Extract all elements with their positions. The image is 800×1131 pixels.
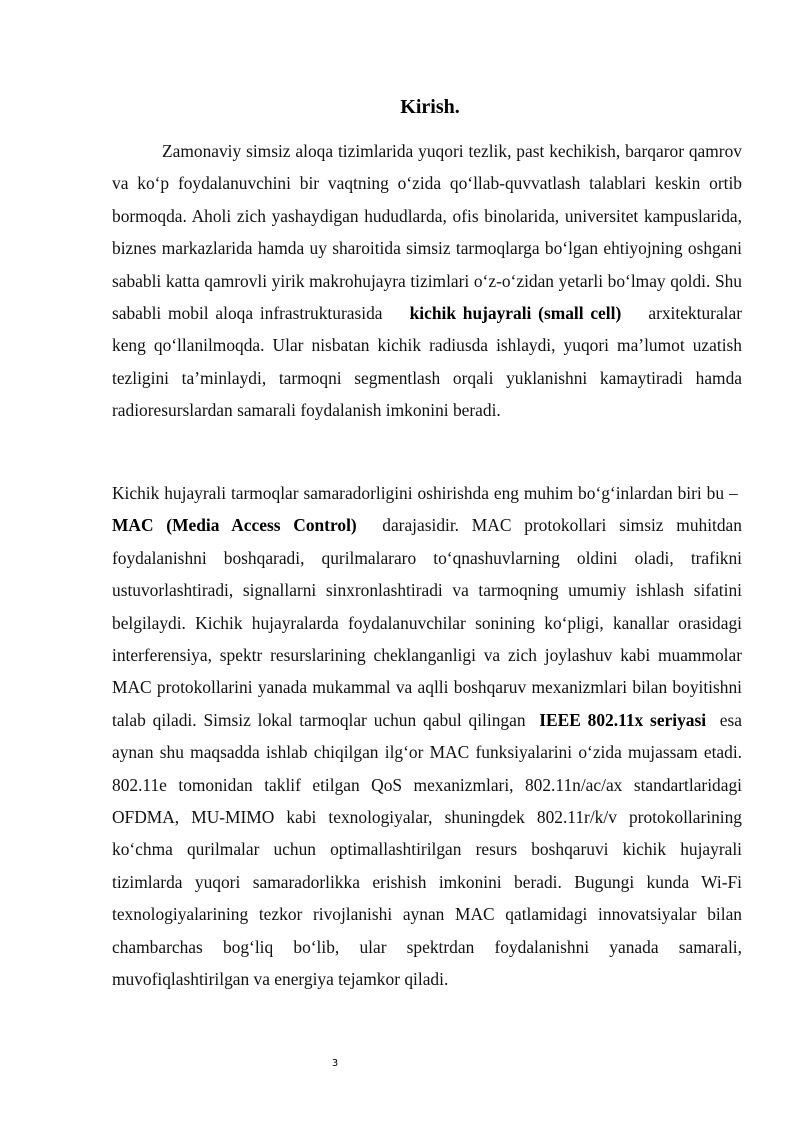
page-number: 3 <box>331 1058 339 1069</box>
mac-paragraph <box>112 477 742 996</box>
intro-paragraph <box>112 135 742 427</box>
page-title: Kirish. <box>400 96 460 118</box>
paragraph-text: Kichik hujayrali tarmoqlar samaradorligini oshirishda eng muhim bo‘g‘inlardan biri bu – <box>112 483 738 503</box>
paragraph-text: Zamonaviy simsiz aloqa tizimlarida yuqori tezlik, past kechikish, barqaror qamrov va ko‘p foydalanuvchini bir vaqtning o‘zida qo‘llab-quvvatlash talablari keskin ortib bormoqda. Aholi zich yashaydigan hududlarda, ofis binolarida, universitet kampuslarida, biznes markazlarida hamda uy sharoitida simsiz tarmoqlarga bo‘lgan ehtiyojning oshgani sababli katta qamrovli yirik makrohujayra tizimlari o‘z-o‘zidan yetarli bo‘lmay qoldi. Shu sababli mobil aloqa infrastrukturasida <box>112 141 742 324</box>
paragraph-text: darajasidir. MAC protokollari simsiz muhitdan foydalanishni boshqaradi, qurilmalararo to‘qnashuvlarning oldini oladi, trafikni ustuvorlashtiradi, signallarni sinxronlashtiradi va tarmoqning umumiy ishlash sifatini belgilaydi. Kichik hujayralarda foydalanuvchilar sonining ko‘pligi, kanallar orasidagi interferensiya, spektr resurslarining cheklanganligi va zich joylashuv kabi muammolar MAC protokollarini yanada mukammal va aqlli boshqaruv mexanizmlari bilan boyitishni talab qiladi. Simsiz lokal tarmoqlar uchun qabul qilingan <box>112 515 742 730</box>
paragraph-text: esa aynan shu maqsadda ishlab chiqilgan ilg‘or MAC funksiyalarini o‘zida mujassam etadi. 802.11e tomonidan taklif etilgan QoS mexanizmlari, 802.11n/ac/ax standartlaridagi OFDMA, MU-MIMO kabi texnologiyalar, shuningdek 802.11r/k/v protokollarining ko‘chma qurilmalar uchun optimallashtirilgan resurs boshqaruvi kichik hujayrali tizimlarda yuqori samaradorlikka erishish imkonini beradi. Bugungi kunda Wi-Fi texnologiyalarining tezkor rivojlanishi aynan MAC qatlamidagi innovatsiyalar bilan chambarchas bog‘liq bo‘lib, ular spektrdan foydalanishni yanada samarali, muvofiqlashtirilgan va energiya tejamkor qiladi. <box>112 709 742 990</box>
bold-term-mac: MAC (Media Access Control) <box>112 515 357 536</box>
bold-term-ieee: IEEE 802.11x seriyasi <box>539 709 707 730</box>
bold-term-small-cell: kichik hujayrali (small cell) <box>409 303 622 324</box>
paragraph-text: arxitekturalar keng qo‘llanilmoqda. Ular nisbatan kichik radiusda ishlaydi, yuqori ma’lumot uzatish tezligini ta’minlaydi, tarmoqni segmentlash orqali yuklanishni kamaytiradi hamda radioresurslardan samarali foydalanish imkonini beradi. <box>112 303 743 421</box>
